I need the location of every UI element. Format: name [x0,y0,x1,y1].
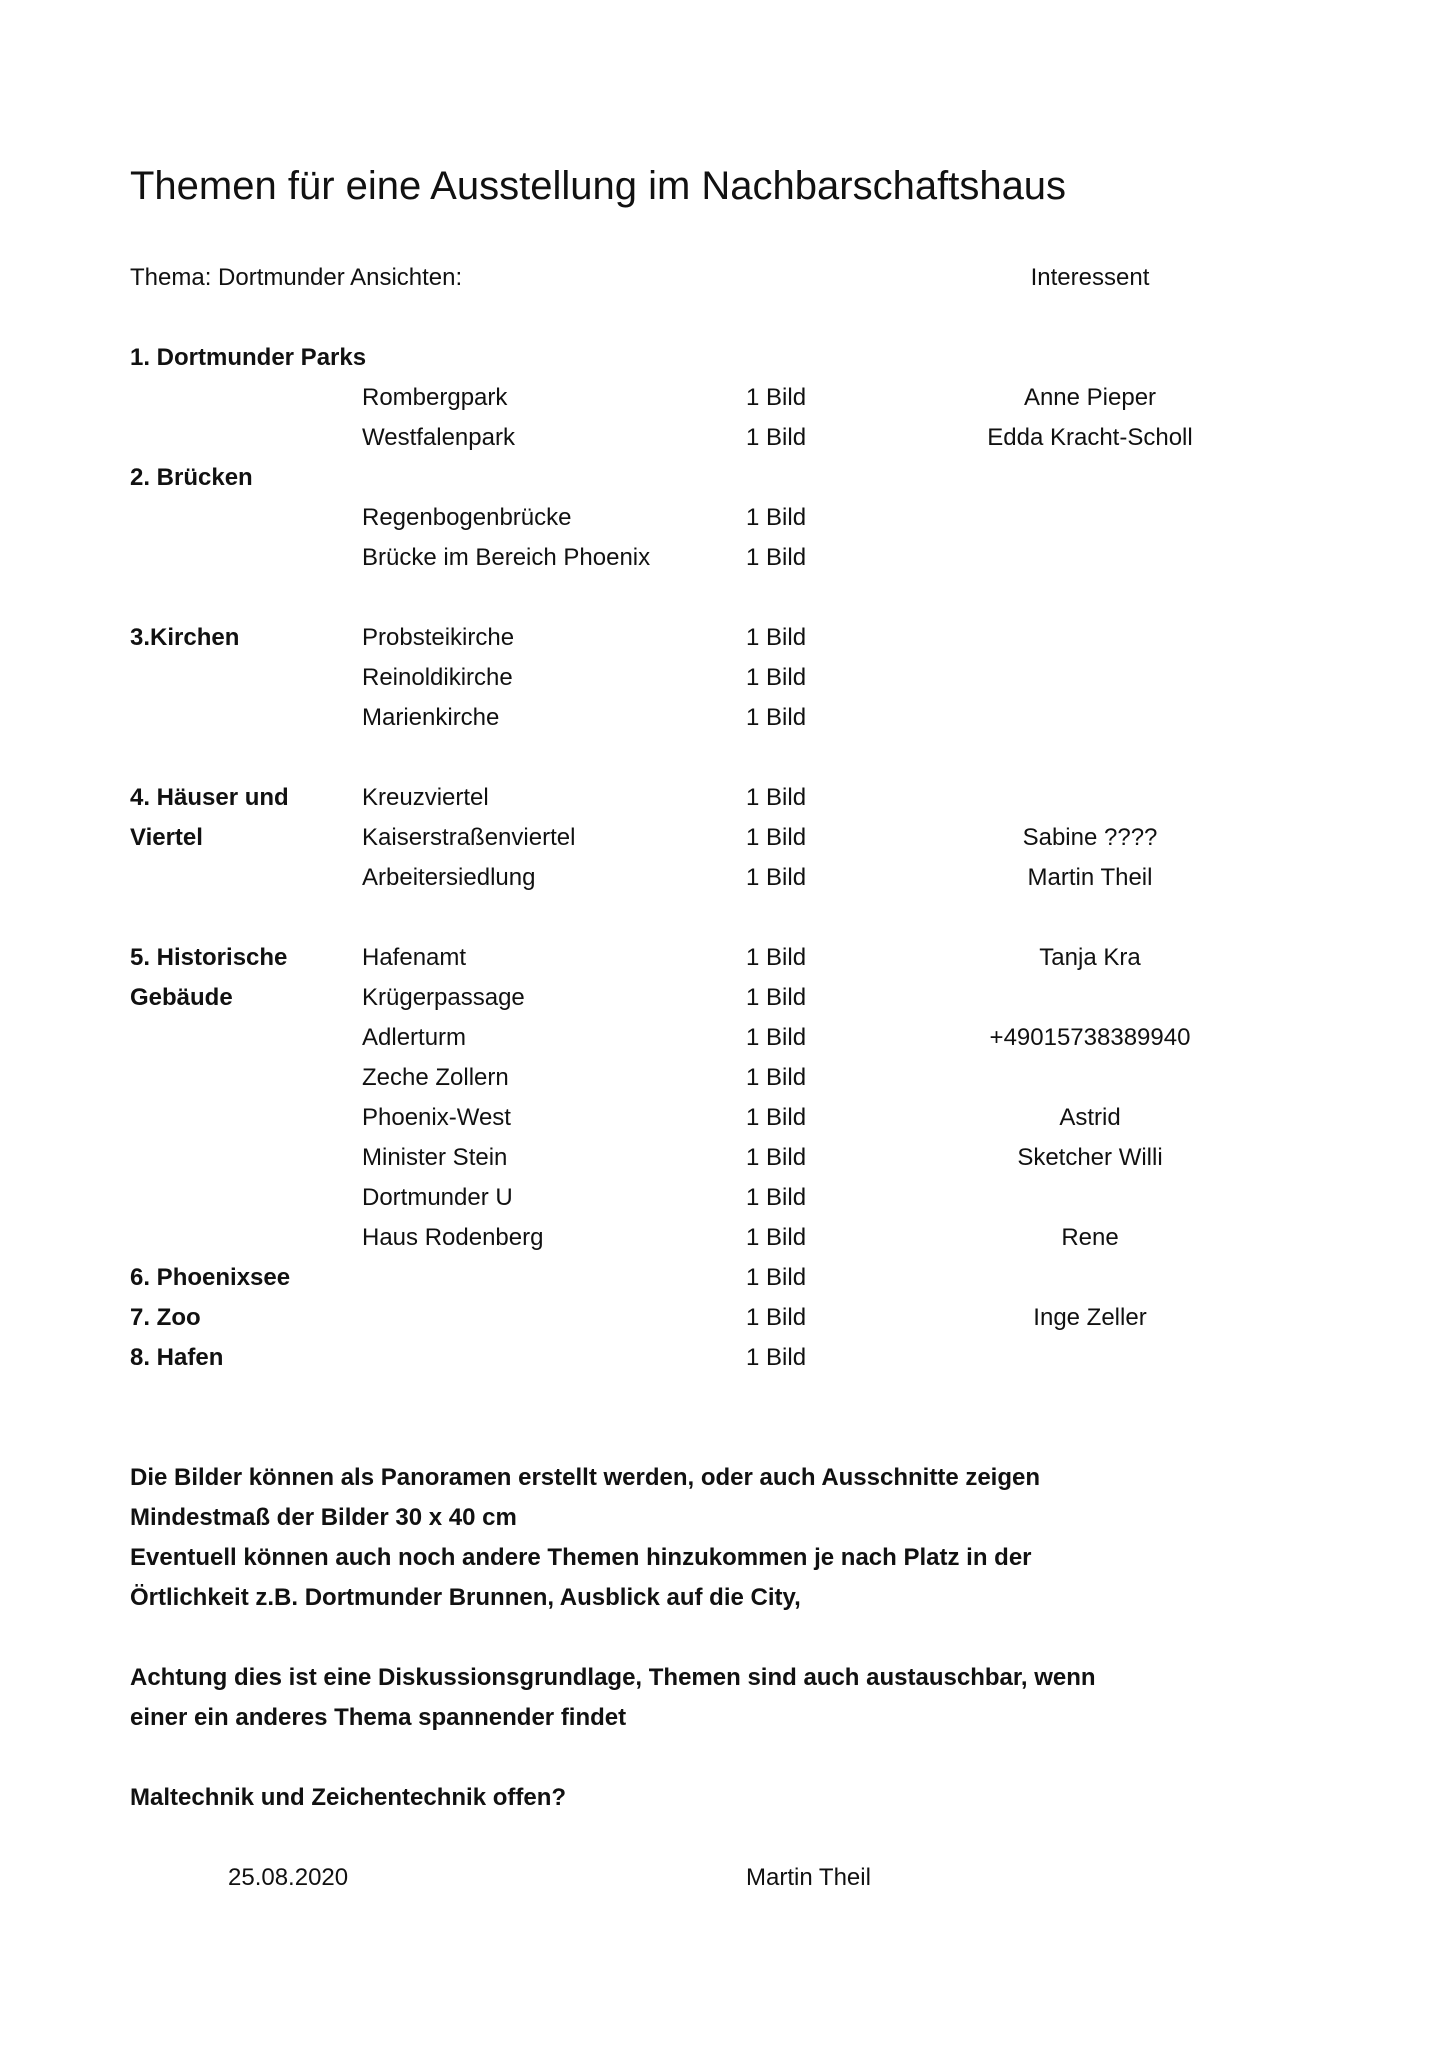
picture-count: 1 Bild [746,664,807,691]
place-name: Marienkirche [362,704,500,731]
place-name: Westfalenpark [362,424,515,451]
picture-count: 1 Bild [746,544,807,571]
interest-column-heading: Interessent [1030,264,1150,291]
place-name: Adlerturm [362,1024,467,1051]
interested-person: Sketcher Willi [1017,1144,1163,1171]
interested-person: Tanja Kra [1039,944,1141,971]
place-name: Haus Rodenberg [362,1224,544,1251]
note-line: Die Bilder können als Panoramen erstellt werden, oder auch Ausschnitte zeigen [130,1464,1041,1491]
interested-person: Sabine ???? [1022,824,1158,851]
note-line: Eventuell können auch noch andere Themen hinzukommen je nach Platz in der [130,1544,1032,1571]
picture-count: 1 Bild [746,984,807,1011]
picture-count: 1 Bild [746,1184,807,1211]
picture-count: 1 Bild [746,864,807,891]
picture-count: 1 Bild [746,944,807,971]
picture-count: 1 Bild [746,1104,807,1131]
place-name: Kaiserstraßenviertel [362,824,576,851]
theme-heading: Thema: Dortmunder Ansichten: [130,264,463,291]
picture-count: 1 Bild [746,624,807,651]
place-name: Minister Stein [362,1144,508,1171]
place-name: Krügerpassage [362,984,525,1011]
picture-count: 1 Bild [746,504,807,531]
section-label: 1. Dortmunder Parks [130,344,367,371]
section-label: Viertel [130,824,203,851]
note-line: einer ein anderes Thema spannender findet [130,1704,627,1731]
picture-count: 1 Bild [746,384,807,411]
interested-person: Inge Zeller [1033,1304,1147,1331]
place-name: Dortmunder U [362,1184,513,1211]
section-label: 8. Hafen [130,1344,224,1371]
section-label: Gebäude [130,984,233,1011]
interested-person: Martin Theil [1027,864,1153,891]
note-line: Mindestmaß der Bilder 30 x 40 cm [130,1504,517,1531]
picture-count: 1 Bild [746,1304,807,1331]
interested-person: +49015738389940 [989,1024,1191,1051]
place-name: Arbeitersiedlung [362,864,536,891]
picture-count: 1 Bild [746,704,807,731]
picture-count: 1 Bild [746,1024,807,1051]
picture-count: 1 Bild [746,1344,807,1371]
picture-count: 1 Bild [746,1264,807,1291]
author-name: Martin Theil [746,1864,871,1891]
picture-count: 1 Bild [746,1224,807,1251]
interested-person: Rene [1061,1224,1119,1251]
section-label: 7. Zoo [130,1304,201,1331]
place-name: Rombergpark [362,384,508,411]
place-name: Reinoldikirche [362,664,513,691]
place-name: Regenbogenbrücke [362,504,572,531]
place-name: Kreuzviertel [362,784,489,811]
place-name: Zeche Zollern [362,1064,509,1091]
picture-count: 1 Bild [746,424,807,451]
section-label: 4. Häuser und [130,784,289,811]
place-name: Probsteikirche [362,624,515,651]
place-name: Phoenix-West [362,1104,511,1131]
place-name: Brücke im Bereich Phoenix [362,544,651,571]
picture-count: 1 Bild [746,784,807,811]
note-line: Maltechnik und Zeichentechnik offen? [130,1784,567,1811]
interested-person: Astrid [1059,1104,1121,1131]
section-label: 3.Kirchen [130,624,240,651]
note-line: Örtlichkeit z.B. Dortmunder Brunnen, Ausblick auf die City, [130,1584,801,1611]
section-label: 6. Phoenixsee [130,1264,291,1291]
section-label: 5. Historische [130,944,288,971]
interested-person: Anne Pieper [1023,384,1157,411]
picture-count: 1 Bild [746,824,807,851]
note-line: Achtung dies ist eine Diskussionsgrundlage, Themen sind auch austauschbar, wenn [130,1664,1096,1691]
place-name: Hafenamt [362,944,467,971]
section-label: 2. Brücken [130,464,253,491]
picture-count: 1 Bild [746,1064,807,1091]
picture-count: 1 Bild [746,1144,807,1171]
interested-person: Edda Kracht-Scholl [987,424,1193,451]
page-title: Themen für eine Ausstellung im Nachbarschaftshaus [130,164,1067,208]
document-date: 25.08.2020 [228,1864,349,1891]
